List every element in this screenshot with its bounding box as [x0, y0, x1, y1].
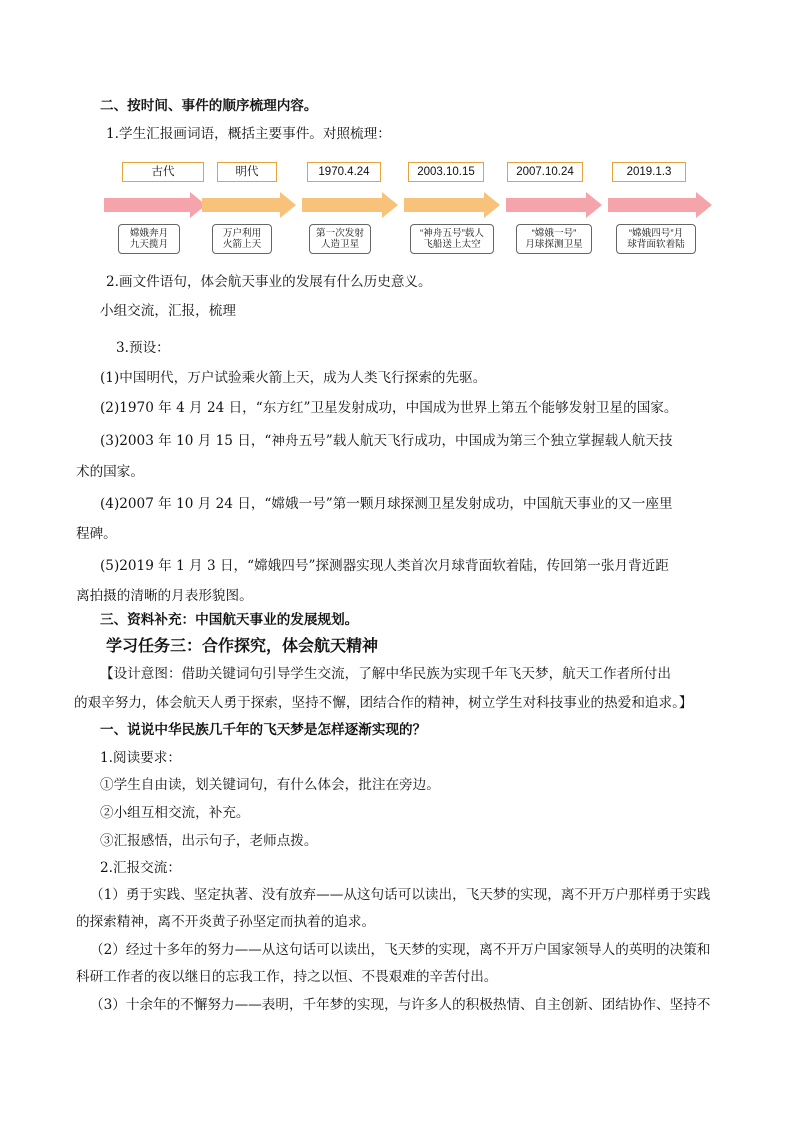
section-heading: 三、资料补充：中国航天事业的发展规划。: [100, 612, 359, 628]
paragraph: 程碑。: [76, 526, 117, 542]
timeline-event: [212, 224, 272, 254]
timeline-arrow: [506, 192, 602, 218]
timeline-date: 古代: [122, 162, 204, 182]
timeline-arrow: [202, 192, 296, 218]
timeline-arrow: [104, 192, 206, 218]
section-heading: 二、按时间、事件的顺序梳理内容。: [100, 98, 318, 114]
paragraph: 小组交流，汇报，梳理: [100, 303, 236, 319]
paragraph: 离拍摄的清晰的月表形貌图。: [76, 588, 253, 604]
event-line: 万户利用: [222, 228, 262, 239]
paragraph: （1）勇于实践、坚定执著、没有放弃——从这句话可以读出，飞天梦的实现，离不开万户那样勇于实践: [90, 887, 711, 903]
event-line: “嫦娥一号”: [531, 228, 577, 239]
event-line: 第一次发射: [316, 228, 364, 239]
event-line: 球背面软着陆: [627, 239, 685, 250]
timeline-arrow: [302, 192, 398, 218]
event-line: 月球探测卫星: [525, 239, 583, 250]
paragraph: (1)中国明代，万户试验乘火箭上天，成为人类飞行探索的先驱。: [100, 370, 487, 386]
design-intent: 【设计意图：借助关键词句引导学生交流，了解中华民族为实现千年飞天梦，航天工作者所付出: [100, 666, 671, 682]
event-line: 飞船送上太空: [423, 239, 481, 250]
list-item: ②小组互相交流，补充。: [100, 805, 250, 821]
paragraph: (4)2007 年 10 月 24 日，“嫦娥一号”第一颗月球探测卫星发射成功，中国航天事业的又一座里: [100, 496, 673, 512]
timeline-diagram: [104, 156, 714, 256]
timeline-arrow: [404, 192, 500, 218]
event-line: 火箭上天: [222, 239, 262, 250]
timeline-date: 1970.4.24: [307, 162, 381, 182]
event-line: 九天揽月: [129, 239, 169, 250]
event-line: “神舟五号”载人: [420, 228, 484, 239]
paragraph: 1.学生汇报画词语，概括主要事件。对照梳理：: [106, 126, 391, 142]
timeline-event: [118, 224, 180, 254]
paragraph: 术的国家。: [76, 464, 144, 480]
paragraph: 1.阅读要求：: [100, 750, 181, 766]
timeline-arrow: [608, 192, 712, 218]
timeline-event: [410, 224, 494, 254]
timeline-event: [616, 224, 696, 254]
timeline-date: 2003.10.15: [408, 162, 484, 182]
timeline-event: [309, 224, 371, 254]
paragraph: 2.汇报交流：: [100, 860, 181, 876]
list-item: ①学生自由读，划关键词句，有什么体会，批注在旁边。: [100, 777, 440, 793]
timeline-date: 明代: [217, 162, 277, 182]
design-intent: 的艰辛努力，体会航天人勇于探索，坚持不懈，团结合作的精神，树立学生对科技事业的热爱和追求。】: [74, 695, 693, 711]
paragraph: (3)2003 年 10 月 15 日，“神舟五号”载人航天飞行成功，中国成为第三个独立掌握载人航天技: [100, 433, 673, 449]
event-line: 人造卫星: [320, 239, 360, 250]
event-line: “嫦娥四号”月: [628, 228, 684, 239]
paragraph: (2)1970 年 4 月 24 日，“东方红”卫星发射成功，中国成为世界上第五个能够发射卫星的国家。: [100, 400, 678, 416]
task-title: 学习任务三：合作探究，体会航天精神: [106, 636, 379, 655]
paragraph: （2）经过十多年的努力——从这句话可以读出，飞天梦的实现，离不开万户国家领导人的英明的决策和: [90, 942, 711, 958]
event-line: 嫦娥奔月: [129, 228, 169, 239]
paragraph: (5)2019 年 1 月 3 日，“嫦娥四号”探测器实现人类首次月球背面软着陆，传回第一张月背近距: [100, 558, 669, 574]
timeline-date: 2019.1.3: [612, 162, 686, 182]
paragraph: 科研工作者的夜以继日的忘我工作，持之以恒、不畏艰难的辛苦付出。: [76, 969, 498, 985]
timeline-date: 2007.10.24: [507, 162, 583, 182]
section-heading: 一、说说中华民族几千年的飞天梦是怎样逐渐实现的？: [100, 722, 427, 738]
paragraph: 的探索精神，离不开炎黄子孙坚定而执着的追求。: [76, 914, 376, 930]
paragraph: （3）十余年的不懈努力——表明，千年梦的实现，与许多人的积极热情、自主创新、团结协作、坚持不: [90, 997, 711, 1013]
list-item: ③汇报感悟，出示句子，老师点拨。: [100, 833, 318, 849]
paragraph: 2.画文件语句，体会航天事业的发展有什么历史意义。: [106, 274, 432, 290]
timeline-event: [516, 224, 592, 254]
paragraph: 3.预设：: [116, 340, 170, 356]
